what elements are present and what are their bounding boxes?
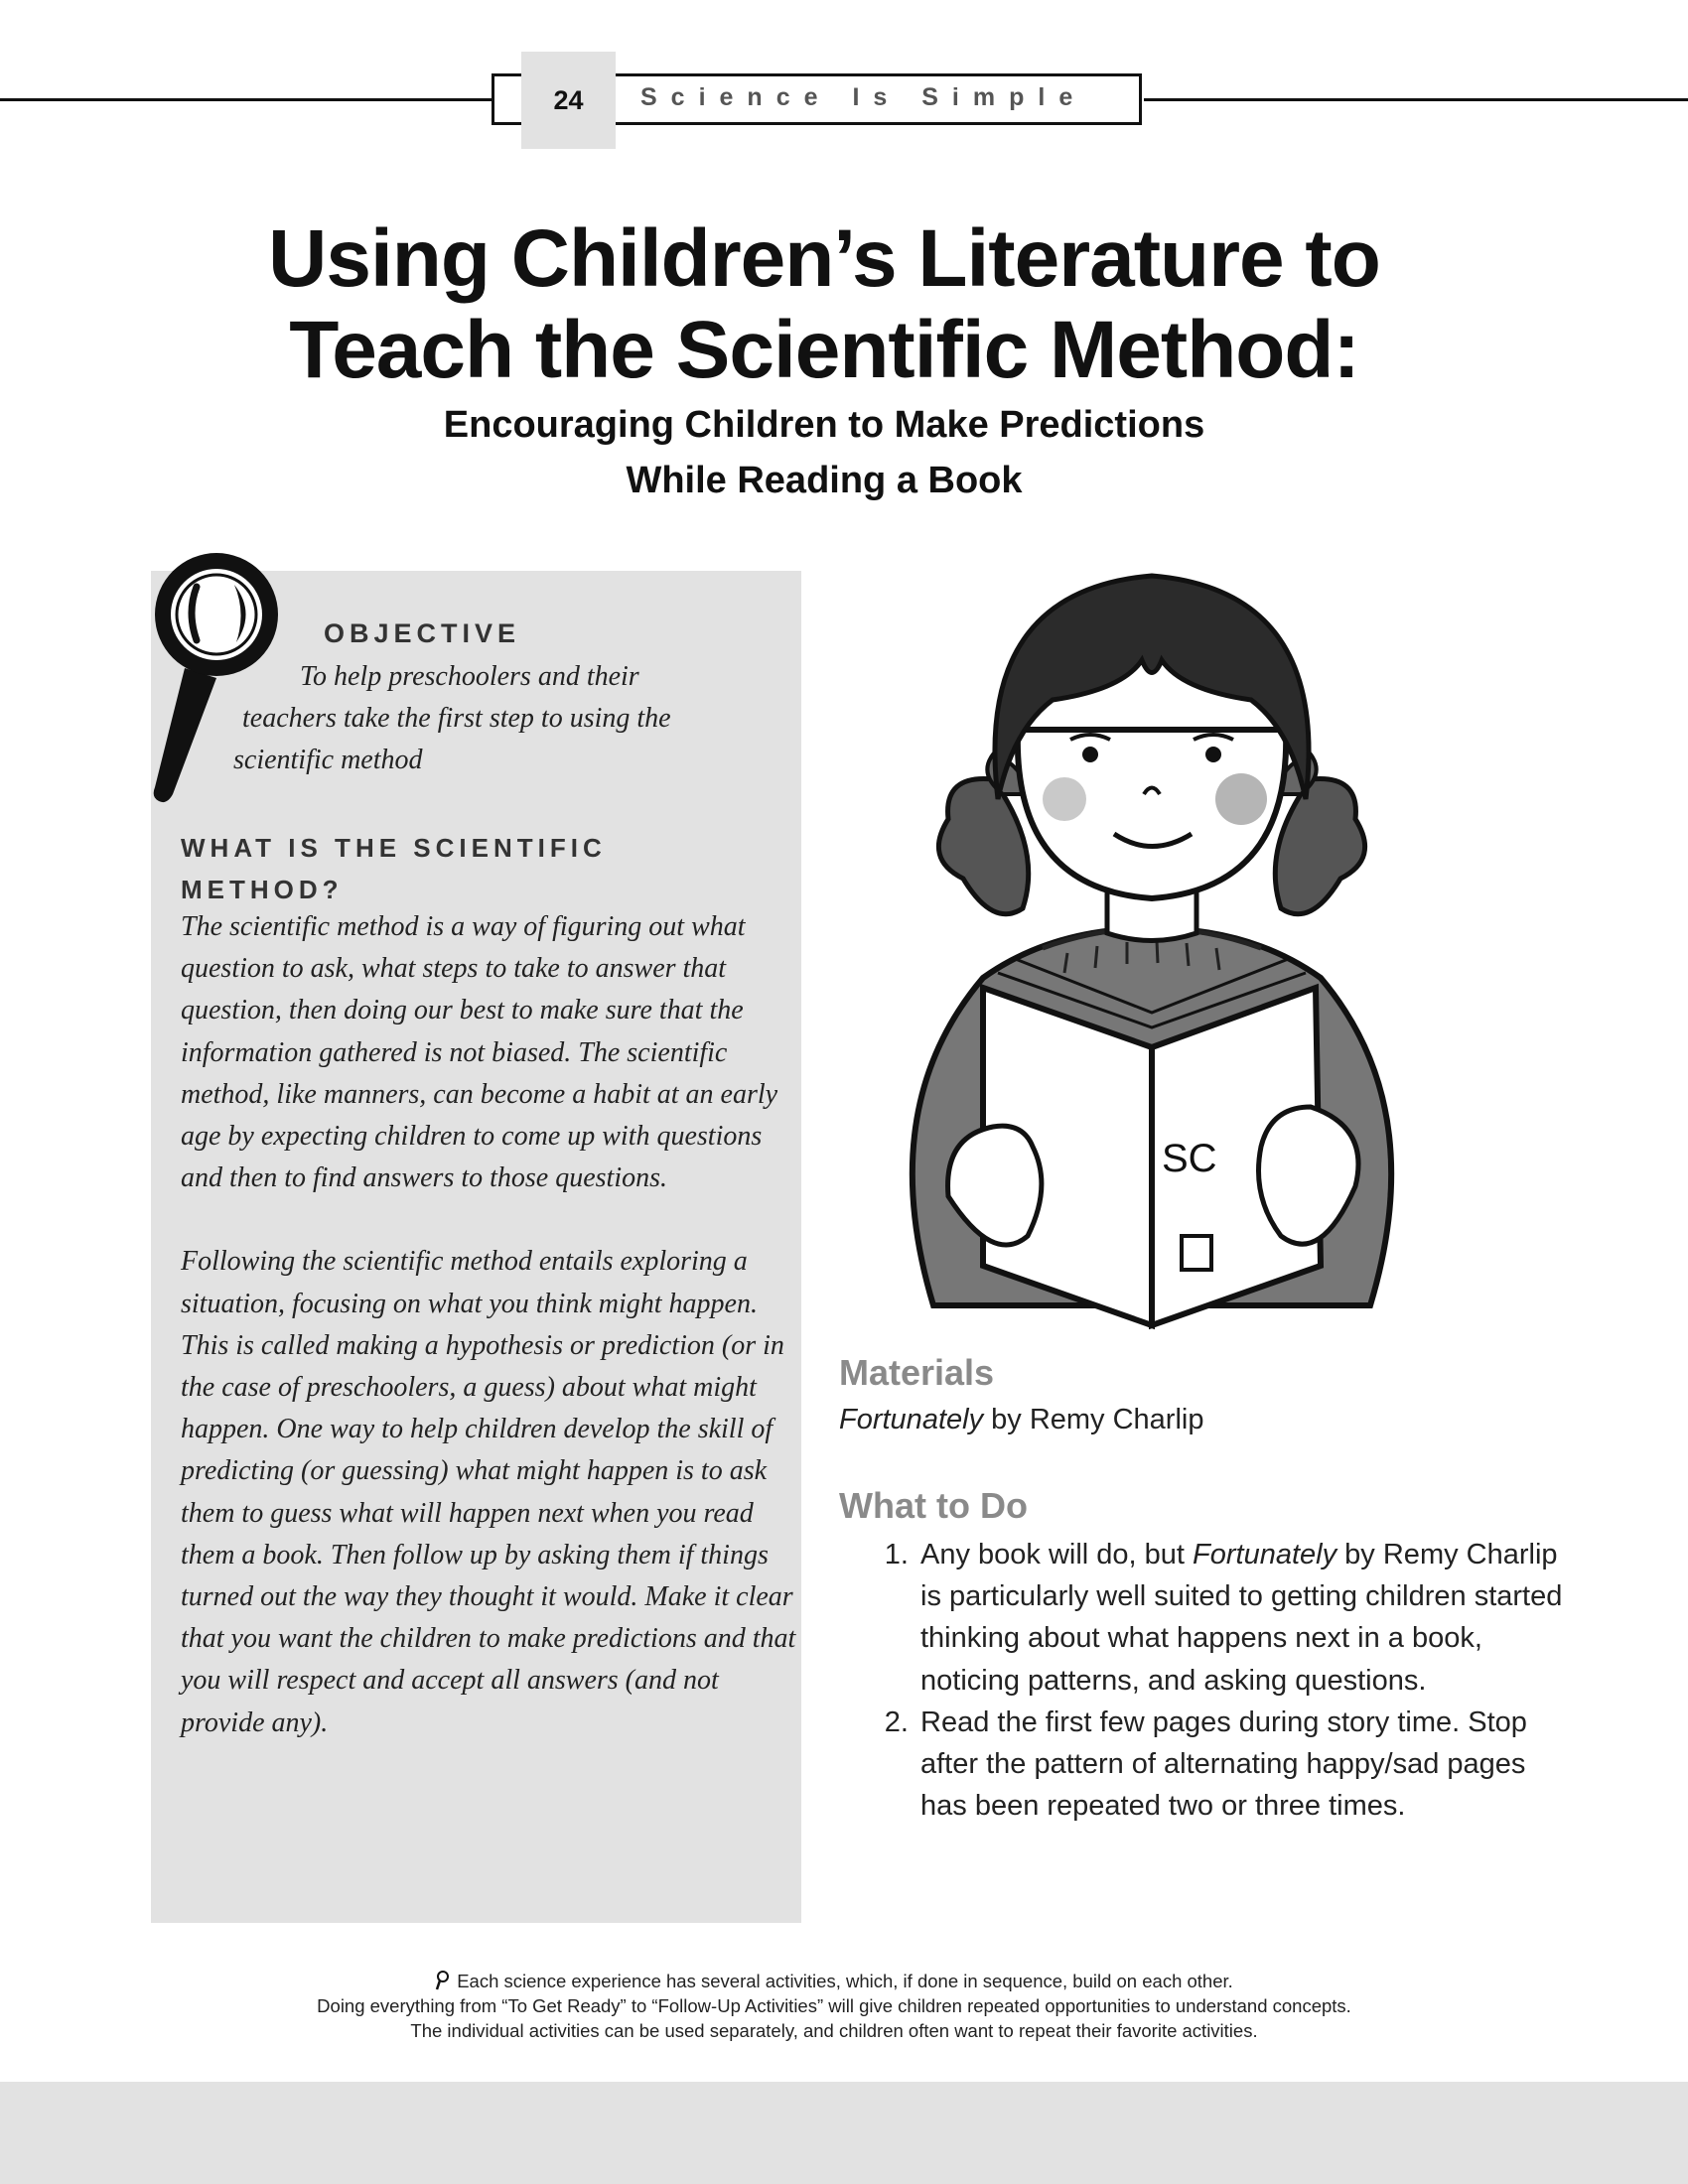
step1-text-a: Any book will do, but — [920, 1539, 1194, 1570]
page-subtitle — [199, 397, 1450, 508]
title-line-2: Teach the Scientific Method: — [289, 305, 1359, 395]
objective-text — [228, 656, 765, 781]
footnote — [149, 1969, 1519, 2043]
footnote-line — [149, 1969, 1519, 1993]
book-cover-text: SC — [1162, 1137, 1217, 1180]
sidebar-paragraph: The scientific method is a way of figuring out what question to ask, what steps to take to answer that question, then doing our best to make sure that the information gathered is not biased. The scientific method, like manners, can become a habit at an early age by expecting children to come up with questions and then to find answers to those questions. — [181, 911, 778, 1194]
sidebar-heading — [181, 827, 737, 910]
materials-text — [839, 1404, 1203, 1436]
footnote-line-1: Each science experience has several activities, which, if done in sequence, build on each other. — [457, 1971, 1233, 1991]
girl-reading-illustration — [854, 551, 1450, 1335]
title-line-1: Using Children’s Literature to — [268, 213, 1380, 304]
header-rule-right — [1144, 98, 1688, 101]
materials-book-title: Fortunately — [839, 1404, 984, 1435]
objective-line: scientific method — [233, 745, 423, 775]
page-title — [149, 213, 1499, 396]
step1-book-title: Fortunately — [1193, 1539, 1337, 1570]
list-item — [916, 1534, 1572, 1702]
list-item: 2. Read the first few pages during story time. Stop after the pattern of alternating happy/sad pages has been repeated two or three times. — [916, 1702, 1572, 1828]
steps-list — [839, 1534, 1572, 1827]
step1-text-b: by Remy Charlip is particularly well suited to getting children started thinking about what happens next in a book, noticing patterns, and asking questions. — [920, 1539, 1563, 1697]
sidebar-paragraph: Following the scientific method entails exploring a situation, focusing on what you think might happen. This is called making a hypothesis or prediction (or in the case of preschoolers, a guess) about what might happen. One way to help children develop the skill of predicting (or guessing) what might happen is to ask them to guess what will happen next when you read them a book. Then follow up by asking them if things turned out the way they thought it would. Make it clear that you want the children to make predictions and that you will respect and accept all answers (and not provide any). — [181, 1246, 796, 1738]
magnifying-glass-icon — [435, 1971, 449, 1990]
objective-line: To help preschoolers and their — [300, 661, 639, 692]
footer-band — [0, 2082, 1688, 2184]
subtitle-line-2: While Reading a Book — [626, 460, 1023, 501]
sidebar-heading-line-1: WHAT IS THE SCIENTIFIC — [181, 833, 607, 863]
objective-heading: OBJECTIVE — [324, 618, 521, 648]
header-rule-left — [0, 98, 492, 101]
objective-line: teachers take the first step to using the — [242, 703, 671, 734]
subtitle-line-1: Encouraging Children to Make Predictions — [443, 404, 1205, 446]
materials-heading: Materials — [839, 1352, 995, 1393]
footnote-line-3: The individual activities can be used separately, and children often want to repeat their favorite activities. — [410, 2020, 1258, 2041]
running-title: Science Is Simple — [640, 83, 1087, 111]
materials-book-author: by Remy Charlip — [983, 1404, 1204, 1435]
what-to-do-heading: What to Do — [839, 1485, 1028, 1526]
page-number: 24 — [521, 52, 616, 149]
sidebar-heading-line-2: METHOD? — [181, 875, 344, 904]
footnote-line-2: Doing everything from “To Get Ready” to “Follow-Up Activities” will give children repeated opportunities to understand concepts. — [317, 1995, 1351, 2016]
sidebar-body — [181, 906, 796, 1786]
